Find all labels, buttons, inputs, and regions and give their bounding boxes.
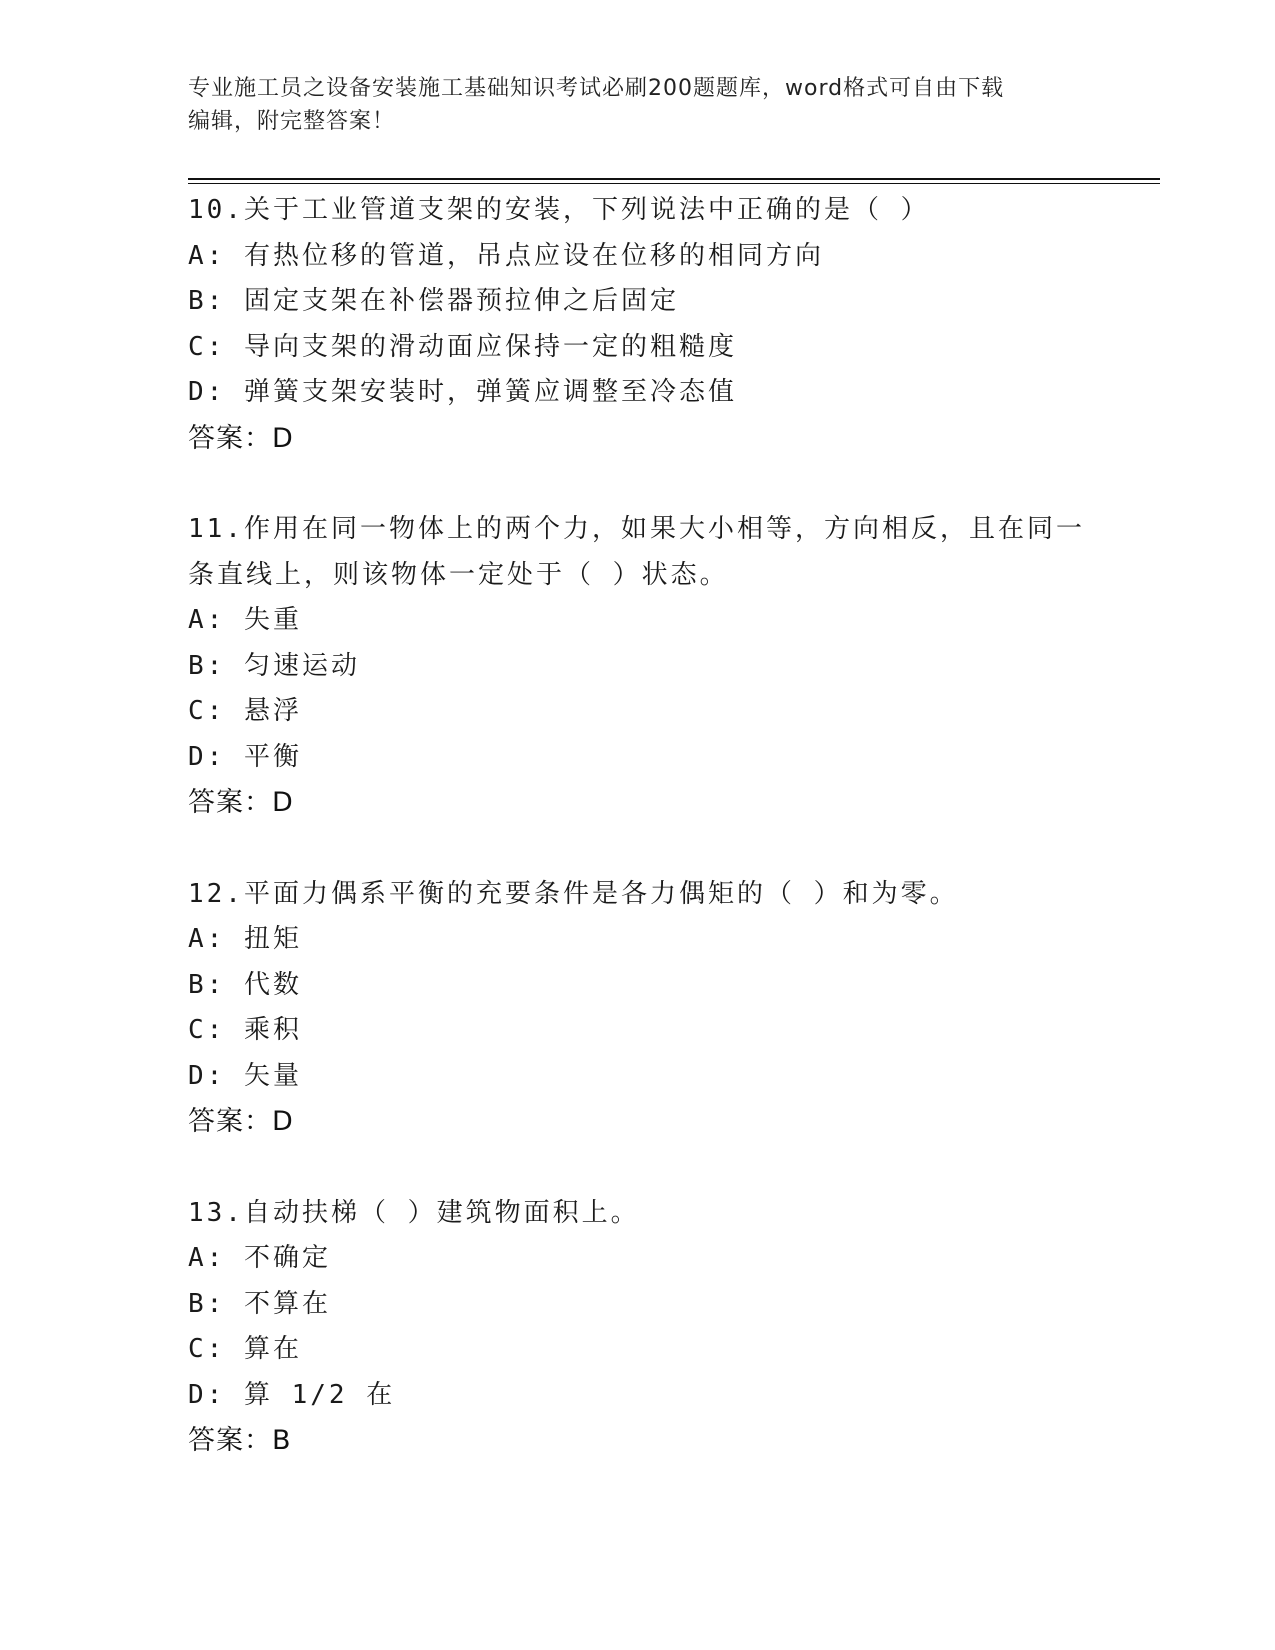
option-a: A: 扭矩 <box>188 924 302 954</box>
header-title-line-2: 编辑，附完整答案！ <box>188 109 396 134</box>
option-d: D: 平衡 <box>188 741 302 772</box>
question-12 <box>188 872 1128 1145</box>
question-stem: 13.自动扶梯（ ）建筑物面积上。 <box>188 1197 640 1228</box>
question-13 <box>188 1191 1128 1464</box>
question-stem: 11.作用在同一物体上的两个力，如果大小相等，方向相反，且在同一条直线上，则该物体一定处于（ ）状态。 <box>188 514 1085 590</box>
option-b: B: 代数 <box>188 969 302 1000</box>
header-rule-thin <box>188 183 1160 184</box>
answer-label: 答案：D <box>188 422 294 454</box>
answer-label: 答案：B <box>188 1425 292 1456</box>
option-c: C: 乘积 <box>188 1015 302 1045</box>
option-b: B: 固定支架在补偿器预拉伸之后固定 <box>188 286 679 316</box>
document-header <box>188 72 1088 138</box>
question-10 <box>188 188 1128 461</box>
question-stem: 12.平面力偶系平衡的充要条件是各力偶矩的（ ）和为零。 <box>188 878 959 909</box>
option-b: B: 不算在 <box>188 1288 331 1319</box>
header-rule-thick <box>188 178 1160 180</box>
option-a: A: 有热位移的管道，吊点应设在位移的相同方向 <box>188 240 824 271</box>
option-d: D: 矢量 <box>188 1060 302 1091</box>
option-a: A: 不确定 <box>188 1243 331 1273</box>
question-stem: 10.关于工业管道支架的安装，下列说法中正确的是（ ） <box>188 195 930 225</box>
option-c: C: 悬浮 <box>188 696 302 726</box>
question-11 <box>188 507 1128 826</box>
answer-label: 答案：D <box>188 787 294 818</box>
option-c: C: 算在 <box>188 1334 302 1364</box>
question-list <box>188 188 1128 1510</box>
option-d: D: 弹簧支架安装时，弹簧应调整至冷态值 <box>188 377 737 407</box>
answer-label: 答案：D <box>188 1106 294 1137</box>
option-d: D: 算 1/2 在 <box>188 1379 396 1410</box>
option-b: B: 匀速运动 <box>188 650 360 681</box>
option-a: A: 失重 <box>188 605 302 635</box>
option-c: C: 导向支架的滑动面应保持一定的粗糙度 <box>188 331 737 362</box>
header-title-line-1: 专业施工员之设备安装施工基础知识考试必刷200题题库，word格式可自由下载 <box>188 76 1005 101</box>
